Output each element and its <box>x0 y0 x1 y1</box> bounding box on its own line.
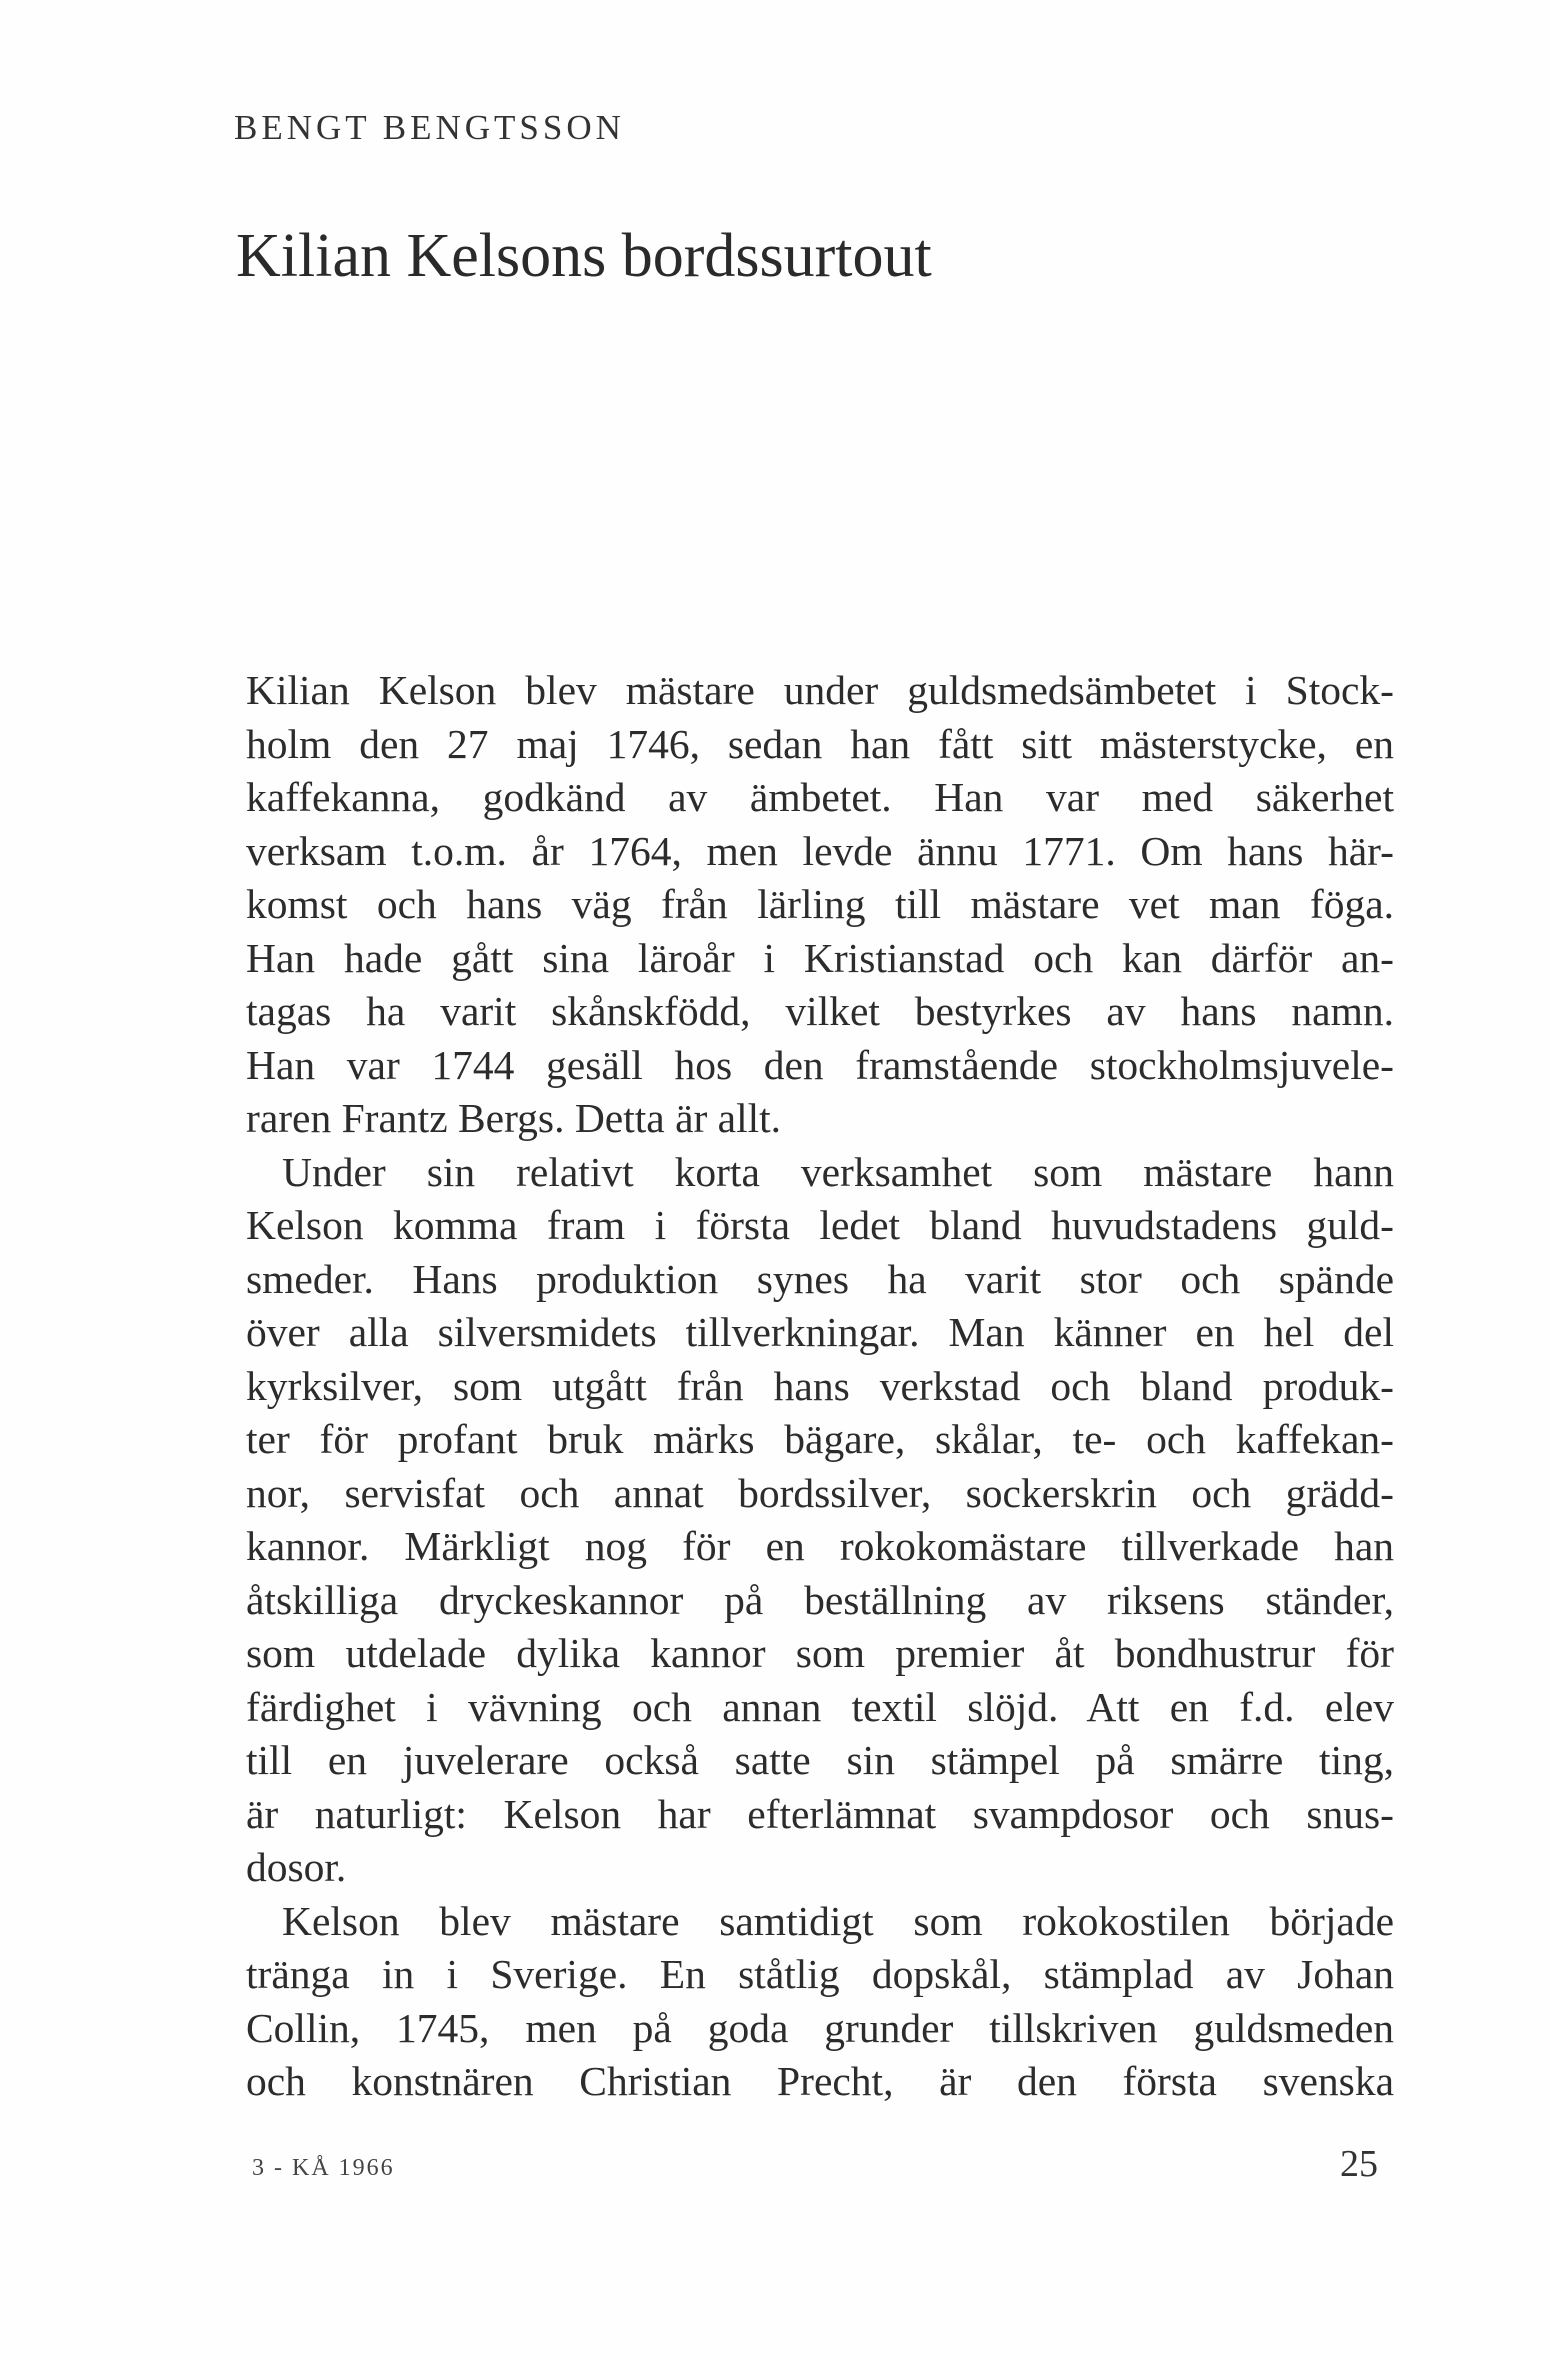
body-line: raren Frantz Bergs. Detta är allt. <box>246 1095 782 1141</box>
body-line: och konstnären Christian Precht, är den första svenska <box>246 2058 1394 2104</box>
author-name: BENGT BENGTSSON <box>234 108 625 147</box>
body-line: över alla silversmidets tillverkningar. Man känner en hel del <box>246 1309 1394 1355</box>
body-line: Kilian Kelson blev mästare under guldsmedsämbetet i Stock- <box>246 667 1394 713</box>
body-line: Kelson komma fram i första ledet bland huvudstadens guld- <box>246 1202 1394 1248</box>
body-line: komst och hans väg från lärling till mästare vet man föga. <box>246 881 1394 927</box>
body-line: kannor. Märkligt nog för en rokokomästare tillverkade han <box>246 1523 1394 1569</box>
body-line: ter för profant bruk märks bägare, skålar, te- och kaffekan- <box>246 1416 1394 1462</box>
body-line: verksam t.o.m. år 1764, men levde ännu 1771. Om hans här- <box>246 827 1394 874</box>
body-line: Under sin relativt korta verksamhet som mästare hann <box>282 1148 1394 1195</box>
article-body <box>246 664 1394 2109</box>
body-line: smeder. Hans produktion synes ha varit stor och spände <box>246 1255 1394 1302</box>
body-line: färdighet i vävning och annan textil slöjd. Att en f.d. elev <box>246 1683 1394 1730</box>
body-line: Kelson blev mästare samtidigt som rokokostilen började <box>282 1897 1394 1944</box>
body-line: till en juvelerare också satte sin stämpel på smärre ting, <box>246 1737 1394 1783</box>
body-line: kyrksilver, som utgått från hans verkstad och bland produk- <box>246 1362 1394 1409</box>
body-line: är naturligt: Kelson har efterlämnat svampdosor och snus- <box>246 1790 1394 1837</box>
body-line: kaffekanna, godkänd av ämbetet. Han var med säkerhet <box>246 774 1394 820</box>
body-line: Han hade gått sina läroår i Kristianstad och kan därför an- <box>246 934 1394 981</box>
page-number: 25 <box>1340 2143 1378 2185</box>
article-title: Kilian Kelsons bordssurtout <box>236 222 932 290</box>
body-line: åtskilliga dryckeskannor på beställning av riksens ständer, <box>246 1576 1394 1623</box>
body-line: Collin, 1745, men på goda grunder tillskriven guldsmeden <box>246 2004 1394 2051</box>
body-line: tränga in i Sverige. En ståtlig dopskål, stämplad av Johan <box>246 1951 1394 1997</box>
body-line: Han var 1744 gesäll hos den framstående stockholmsjuvele- <box>246 1041 1394 1088</box>
body-line: nor, servisfat och annat bordssilver, sockerskrin och grädd- <box>246 1469 1394 1516</box>
body-line: tagas ha varit skånskfödd, vilket bestyrkes av hans namn. <box>246 988 1394 1034</box>
body-line: som utdelade dylika kannor som premier åt bondhustrur för <box>246 1630 1394 1676</box>
body-line: holm den 27 maj 1746, sedan han fått sitt mästerstycke, en <box>246 720 1394 767</box>
printer-signature: 3 - KÅ 1966 <box>252 2155 395 2181</box>
body-line: dosor. <box>246 1844 347 1890</box>
